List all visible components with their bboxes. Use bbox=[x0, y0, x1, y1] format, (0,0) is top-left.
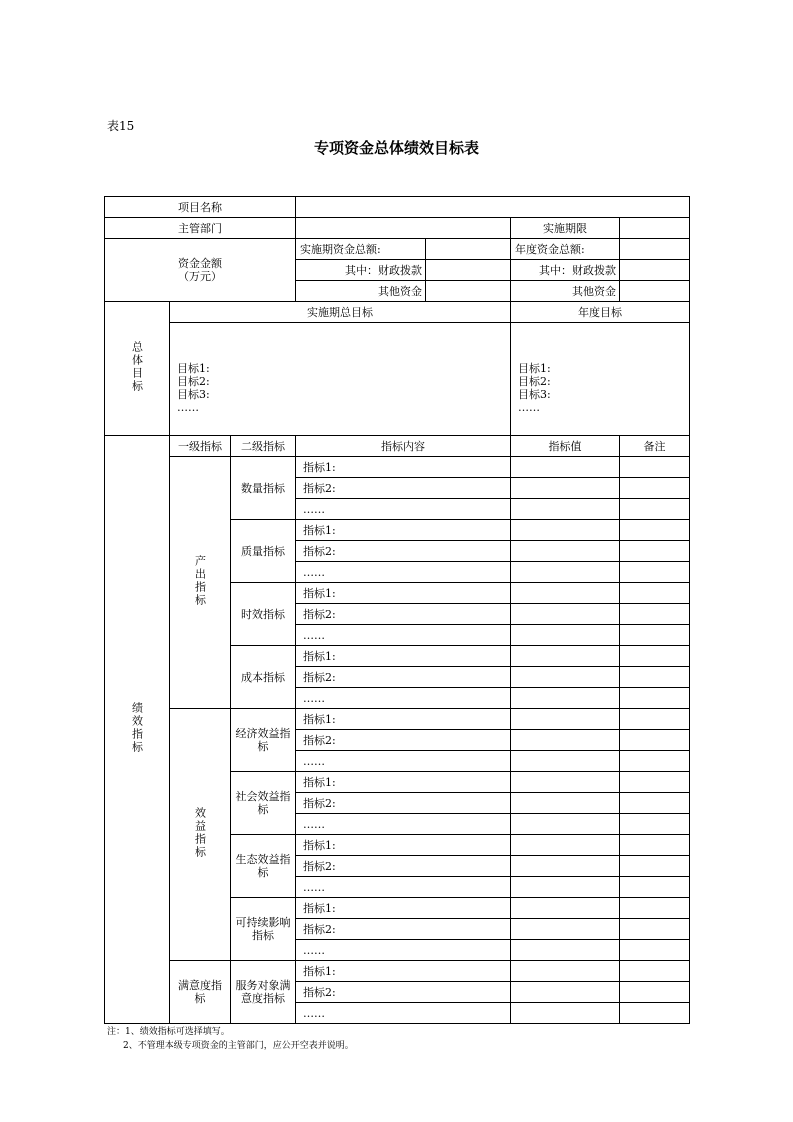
remark-cell[interactable] bbox=[620, 520, 690, 541]
quantity-label: 数量指标 bbox=[231, 457, 296, 520]
remark-cell[interactable] bbox=[620, 730, 690, 751]
cost-label: 成本指标 bbox=[231, 646, 296, 709]
indicator-row[interactable]: 指标1: bbox=[296, 583, 511, 604]
remark-cell[interactable] bbox=[620, 940, 690, 961]
value-cell[interactable] bbox=[511, 919, 620, 940]
performance-goal-table bbox=[104, 196, 690, 1024]
remark-cell[interactable] bbox=[620, 709, 690, 730]
period-fiscal-value[interactable] bbox=[426, 260, 511, 281]
value-cell[interactable] bbox=[511, 562, 620, 583]
remark-cell[interactable] bbox=[620, 814, 690, 835]
page-title: 专项资金总体绩效目标表 bbox=[313, 139, 479, 157]
remark-cell[interactable] bbox=[620, 982, 690, 1003]
indicator-row[interactable]: 指标2: bbox=[296, 856, 511, 877]
sustainable-label: 可持续影响指标 bbox=[231, 898, 296, 961]
indicator-row[interactable]: 指标2: bbox=[296, 604, 511, 625]
indicator-row[interactable]: …… bbox=[296, 499, 511, 520]
remark-cell[interactable] bbox=[620, 772, 690, 793]
remark-cell[interactable] bbox=[620, 877, 690, 898]
value-cell[interactable] bbox=[511, 772, 620, 793]
indicator-row[interactable]: 指标2: bbox=[296, 541, 511, 562]
service-label: 服务对象满意度指标 bbox=[231, 961, 296, 1024]
value-cell[interactable] bbox=[511, 751, 620, 772]
indicator-row[interactable]: 指标2: bbox=[296, 919, 511, 940]
indicator-row[interactable]: 指标1: bbox=[296, 835, 511, 856]
department-value[interactable] bbox=[296, 218, 511, 239]
performance-label: 绩效指标 bbox=[105, 436, 170, 1024]
remark-cell[interactable] bbox=[620, 499, 690, 520]
indicator-row[interactable]: …… bbox=[296, 1003, 511, 1024]
indicator-row[interactable]: …… bbox=[296, 940, 511, 961]
value-cell[interactable] bbox=[511, 583, 620, 604]
indicator-row[interactable]: …… bbox=[296, 688, 511, 709]
value-cell[interactable] bbox=[511, 520, 620, 541]
project-name-label: 项目名称 bbox=[105, 197, 296, 218]
indicator-row[interactable]: 指标1: bbox=[296, 457, 511, 478]
col-content: 指标内容 bbox=[296, 436, 511, 457]
indicator-row[interactable]: 指标1: bbox=[296, 709, 511, 730]
remark-cell[interactable] bbox=[620, 919, 690, 940]
value-cell[interactable] bbox=[511, 877, 620, 898]
period-label: 实施期限 bbox=[511, 218, 620, 239]
remark-cell[interactable] bbox=[620, 961, 690, 982]
value-cell[interactable] bbox=[511, 814, 620, 835]
value-cell[interactable] bbox=[511, 940, 620, 961]
period-goal-cell[interactable]: 目标1: 目标2: 目标3: …… bbox=[170, 323, 511, 436]
col-level2: 二级指标 bbox=[231, 436, 296, 457]
col-level1: 一级指标 bbox=[170, 436, 231, 457]
indicator-row[interactable]: …… bbox=[296, 814, 511, 835]
value-cell[interactable] bbox=[511, 478, 620, 499]
indicator-row[interactable]: 指标1: bbox=[296, 520, 511, 541]
col-remark: 备注 bbox=[620, 436, 690, 457]
indicator-row[interactable]: 指标1: bbox=[296, 961, 511, 982]
remark-cell[interactable] bbox=[620, 856, 690, 877]
funds-label-line2: （万元） bbox=[178, 270, 222, 283]
indicator-row[interactable]: …… bbox=[296, 751, 511, 772]
value-cell[interactable] bbox=[511, 688, 620, 709]
value-cell[interactable] bbox=[511, 499, 620, 520]
remark-cell[interactable] bbox=[620, 646, 690, 667]
year-total-label: 年度资金总额: bbox=[511, 239, 620, 260]
year-goal-cell[interactable]: 目标1: 目标2: 目标3: …… bbox=[511, 323, 690, 436]
period-other-label: 其他资金 bbox=[296, 281, 426, 302]
remark-cell[interactable] bbox=[620, 667, 690, 688]
satisfaction-label: 满意度指标 bbox=[170, 961, 231, 1024]
department-label: 主管部门 bbox=[105, 218, 296, 239]
value-cell[interactable] bbox=[511, 835, 620, 856]
remark-cell[interactable] bbox=[620, 793, 690, 814]
indicator-row[interactable]: 指标2: bbox=[296, 793, 511, 814]
value-cell[interactable] bbox=[511, 667, 620, 688]
social-label: 社会效益指标 bbox=[231, 772, 296, 835]
indicator-row[interactable]: …… bbox=[296, 625, 511, 646]
period-other-value[interactable] bbox=[426, 281, 511, 302]
quality-label: 质量指标 bbox=[231, 520, 296, 583]
remark-cell[interactable] bbox=[620, 457, 690, 478]
remark-cell[interactable] bbox=[620, 478, 690, 499]
value-cell[interactable] bbox=[511, 1003, 620, 1024]
indicator-row[interactable]: 指标2: bbox=[296, 982, 511, 1003]
indicator-row[interactable]: 指标1: bbox=[296, 772, 511, 793]
indicator-row[interactable]: 指标2: bbox=[296, 478, 511, 499]
remark-cell[interactable] bbox=[620, 604, 690, 625]
year-goal-header: 年度目标 bbox=[511, 302, 690, 323]
remark-cell[interactable] bbox=[620, 751, 690, 772]
value-cell[interactable] bbox=[511, 982, 620, 1003]
indicator-row[interactable]: …… bbox=[296, 877, 511, 898]
indicator-row[interactable]: …… bbox=[296, 562, 511, 583]
value-cell[interactable] bbox=[511, 898, 620, 919]
remark-cell[interactable] bbox=[620, 1003, 690, 1024]
value-cell[interactable] bbox=[511, 856, 620, 877]
overall-goal-label: 总体目标 bbox=[105, 302, 170, 436]
period-total-label: 实施期资金总额: bbox=[296, 239, 426, 260]
value-cell[interactable] bbox=[511, 709, 620, 730]
note-1: 注：1、绩效指标可选择填写。 bbox=[107, 1027, 230, 1037]
indicator-row[interactable]: 指标1: bbox=[296, 646, 511, 667]
value-cell[interactable] bbox=[511, 793, 620, 814]
output-label: 产出指标 bbox=[170, 457, 231, 709]
year-other-label: 其他资金 bbox=[511, 281, 620, 302]
remark-cell[interactable] bbox=[620, 835, 690, 856]
funds-label bbox=[105, 239, 296, 302]
indicator-row[interactable]: 指标2: bbox=[296, 667, 511, 688]
remark-cell[interactable] bbox=[620, 898, 690, 919]
year-fiscal-label: 其中：财政拨款 bbox=[511, 260, 620, 281]
remark-cell[interactable] bbox=[620, 625, 690, 646]
ecological-label: 生态效益指标 bbox=[231, 835, 296, 898]
table-number: 表15 bbox=[107, 119, 135, 133]
value-cell[interactable] bbox=[511, 604, 620, 625]
value-cell[interactable] bbox=[511, 646, 620, 667]
benefit-label: 效益指标 bbox=[170, 709, 231, 961]
project-name-value[interactable] bbox=[296, 197, 690, 218]
period-fiscal-label: 其中：财政拨款 bbox=[296, 260, 426, 281]
indicator-row[interactable]: 指标2: bbox=[296, 730, 511, 751]
note-2: 2、不管理本级专项资金的主管部门，应公开空表并说明。 bbox=[123, 1041, 354, 1051]
value-cell[interactable] bbox=[511, 730, 620, 751]
value-cell[interactable] bbox=[511, 625, 620, 646]
period-goal-header: 实施期总目标 bbox=[170, 302, 511, 323]
timeliness-label: 时效指标 bbox=[231, 583, 296, 646]
period-total-value[interactable] bbox=[426, 239, 511, 260]
value-cell[interactable] bbox=[511, 961, 620, 982]
remark-cell[interactable] bbox=[620, 541, 690, 562]
period-value[interactable] bbox=[620, 218, 690, 239]
year-other-value[interactable] bbox=[620, 281, 690, 302]
year-fiscal-value[interactable] bbox=[620, 260, 690, 281]
remark-cell[interactable] bbox=[620, 562, 690, 583]
remark-cell[interactable] bbox=[620, 688, 690, 709]
funds-label-line1: 资金金额 bbox=[178, 257, 222, 270]
value-cell[interactable] bbox=[511, 457, 620, 478]
year-total-value[interactable] bbox=[620, 239, 690, 260]
indicator-row[interactable]: 指标1: bbox=[296, 898, 511, 919]
col-value: 指标值 bbox=[511, 436, 620, 457]
economic-label: 经济效益指标 bbox=[231, 709, 296, 772]
remark-cell[interactable] bbox=[620, 583, 690, 604]
value-cell[interactable] bbox=[511, 541, 620, 562]
